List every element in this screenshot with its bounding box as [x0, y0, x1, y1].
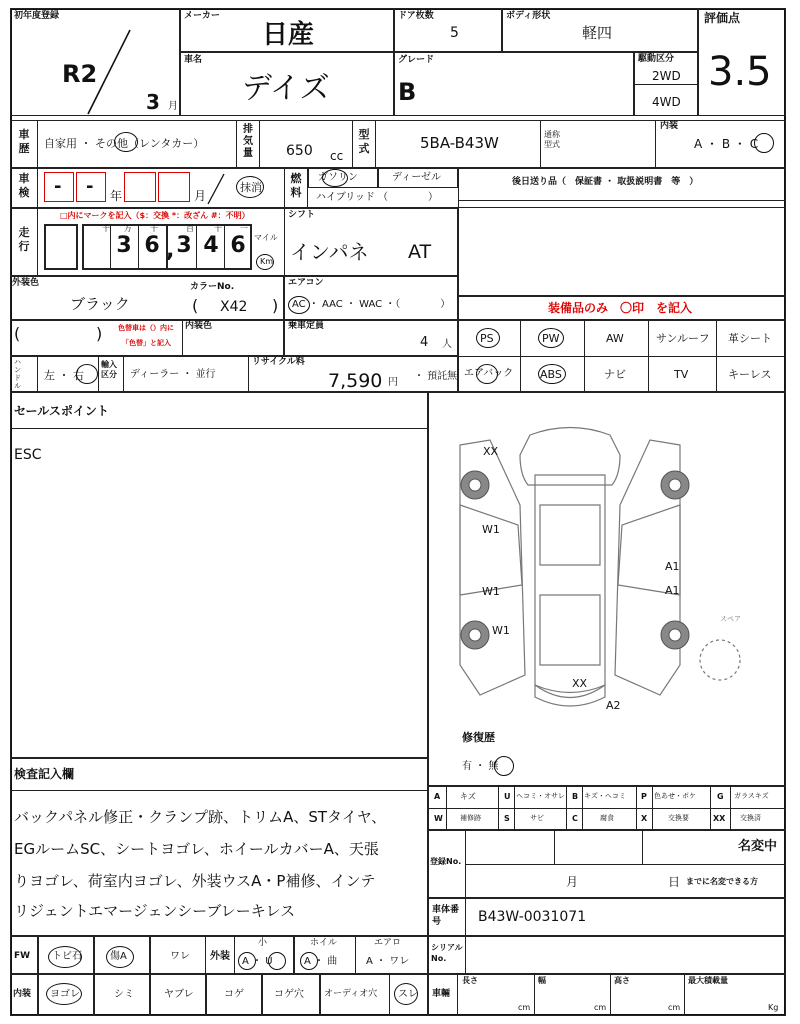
car-name: デイズ: [242, 71, 330, 106]
month-unit: 月: [194, 189, 207, 203]
handle-value: 左 ・ 右: [44, 369, 84, 382]
equip-header: [458, 296, 786, 320]
history-text: 自家用 ・ その他（レンタカー）: [44, 137, 205, 150]
legend-desc: 交換済: [740, 814, 761, 822]
mileage-digit: 3: [176, 233, 192, 258]
repair-value: 有 ・ 無: [462, 761, 499, 772]
circle-mark: [236, 176, 264, 198]
equip-pw: PW: [542, 332, 560, 345]
circle-mark: [288, 296, 310, 314]
aero-label: エアロ: [374, 938, 402, 948]
mark-w1-b: W1: [482, 585, 500, 598]
inspect-month-box-1: [124, 172, 156, 202]
mark-xx-top: XX: [483, 445, 499, 458]
circle-mark: [476, 364, 498, 384]
mileage-note: □内にマークを記入（$：交換 *：改ざん #：不明）: [60, 211, 250, 220]
int-item: シミ: [114, 989, 134, 1000]
diesel: ディーゼル: [392, 172, 441, 183]
equip-navi: ナビ: [604, 368, 626, 381]
first-reg-month: 3: [146, 90, 160, 114]
repair-label: 修復歴: [462, 731, 495, 744]
repaint-note-2: 「色替」と記入: [122, 339, 171, 347]
month-unit: 月: [168, 101, 178, 112]
mileage-digit: 6: [144, 233, 160, 258]
circle-mark: [538, 364, 566, 384]
inspect-month-box-2: [158, 172, 190, 202]
circle-mark: [476, 328, 500, 348]
chassis-label: 車体番号: [432, 905, 460, 927]
unit-label: 十: [102, 224, 110, 233]
fw-item: ワレ: [170, 951, 190, 962]
circle-mark: [238, 952, 256, 970]
sales-text: ESC: [14, 447, 42, 463]
fuel-other: （ ）: [378, 192, 438, 203]
unit-label: 十: [214, 224, 222, 233]
recycle-unit: 円: [388, 377, 398, 388]
score-label: 評価点: [704, 11, 741, 25]
name-change: 名変中: [738, 839, 778, 854]
capacity-label: 乗車定員: [288, 321, 325, 331]
dash: -: [54, 176, 62, 197]
equip-leather: 革シート: [728, 332, 772, 345]
equip-ps: PS: [480, 332, 494, 345]
legend-desc: 色あせ・ボケ: [654, 792, 696, 800]
inspection-line: リジェントエマージェンシーブレーキレス: [14, 902, 296, 920]
shift: AT: [408, 241, 432, 263]
reg-day: 日: [668, 875, 681, 889]
circle-mark: [538, 328, 564, 348]
int-item: ヤブレ: [164, 989, 194, 1000]
legend-desc: キズ: [460, 792, 476, 801]
legend-code: C: [572, 814, 578, 823]
recycle-label: リサイクル料: [252, 357, 305, 367]
mileage-comma: ,: [166, 238, 175, 263]
first-reg-era: R2: [62, 60, 98, 88]
paren-close: ): [272, 296, 279, 315]
inspection-label: 検査記入欄: [14, 767, 75, 781]
recycle-deposit: ・ 預託無: [414, 371, 458, 382]
interior-grades: A ・ B ・ C: [694, 137, 759, 151]
mileage-digit: 3: [116, 233, 132, 258]
int-item: スレ: [398, 989, 418, 1000]
equip-tv: TV: [674, 368, 689, 381]
reg-label: 登録No.: [430, 857, 462, 866]
ext-color: ブラック: [70, 295, 130, 313]
legend-code: X: [641, 814, 648, 823]
expired: 抹消: [240, 181, 262, 194]
mark-xx-rear: XX: [572, 677, 588, 690]
body: 軽四: [582, 24, 613, 42]
dash: -: [86, 176, 94, 197]
inspection-line: バックパネル修正・クランプ跡、トリムA、STタイヤ、: [14, 808, 387, 826]
reg-deadline: までに名変できる方: [686, 877, 758, 886]
color-code-label: カラーNo.: [190, 282, 235, 292]
history-label: 車歴: [18, 128, 30, 155]
circle-mark: [114, 132, 138, 152]
circle-mark: [300, 952, 318, 970]
drive-label: 駆動区分: [638, 54, 675, 64]
dims-label: 車輛: [432, 989, 451, 999]
shift-label: シフト: [288, 210, 316, 220]
mileage-digit: 4: [203, 233, 219, 258]
legend-code: P: [641, 792, 647, 801]
disp-label: 排気量: [243, 124, 253, 159]
recycle-fee: 7,590: [328, 370, 383, 392]
import-label: 輸入区分: [101, 360, 117, 379]
inspect-label: 車検: [18, 172, 30, 199]
dims-length-label: 長さ: [462, 976, 478, 985]
capacity-unit: 人: [442, 339, 452, 350]
int-item: オーディオ穴: [324, 989, 378, 999]
grade: B: [398, 78, 417, 106]
cm-unit: cm: [594, 1003, 607, 1012]
legend-desc: 腐食: [600, 814, 614, 822]
mileage-digit-box: [44, 224, 78, 270]
circle-mark: [106, 946, 134, 968]
legend-code: W: [434, 814, 443, 823]
unit-label: 万: [124, 224, 132, 233]
ext-color-label: 外装色: [12, 278, 40, 288]
circle-mark: [46, 983, 82, 1005]
import-value: ディーラー ・ 並行: [130, 369, 216, 380]
mark-a1-b: A1: [665, 584, 680, 597]
maker-label: メーカー: [184, 11, 220, 21]
mark-a1-a: A1: [665, 560, 680, 573]
mark-w1-c: W1: [492, 624, 510, 637]
equip-keyless: キーレス: [728, 368, 772, 381]
fw-item: トビ石: [52, 951, 82, 962]
int-item: コゲ: [224, 989, 244, 1000]
paren-close: ): [96, 324, 103, 343]
reg-month: 月: [566, 875, 579, 889]
kg-unit: Kg: [768, 1003, 779, 1012]
slash-mark: [80, 28, 140, 118]
legend-code: S: [504, 814, 510, 823]
mileage-label: 走行: [18, 226, 30, 253]
circle-mark: [268, 952, 286, 970]
capacity: 4: [420, 335, 429, 350]
year-unit: 年: [110, 189, 123, 203]
legend-desc: ガラスキズ: [734, 792, 769, 800]
spare-label: スペア: [720, 615, 741, 623]
circle-mark: [48, 946, 82, 968]
first-reg-label: 初年度登録: [14, 11, 60, 21]
doors-label: ドア枚数: [398, 11, 434, 21]
inspection-line: りヨゴレ、荷室内ヨゴレ、外装ウスA・P補修、インテ: [14, 872, 376, 890]
circle-mark: [256, 254, 274, 270]
name-label: 車名: [184, 55, 203, 65]
unit-label: 百: [186, 224, 194, 233]
chassis-number: B43W-0031071: [478, 909, 587, 925]
int-item: ヨゴレ: [50, 989, 80, 1000]
legend-code: XX: [713, 814, 726, 823]
equip-airbag: エアバック: [464, 368, 514, 379]
displacement: 650: [286, 143, 313, 159]
body-label: ボディ形状: [506, 11, 551, 21]
int-item: コゲ穴: [274, 989, 304, 1000]
legend-code: A: [434, 792, 441, 801]
fw-label: FW: [14, 951, 31, 961]
paren-open: (: [14, 324, 21, 343]
dims-width-label: 幅: [538, 976, 546, 985]
repaint-note-1: 色替車は（）内に: [118, 324, 174, 332]
color-code: X42: [220, 299, 248, 315]
circle-mark: [76, 364, 98, 384]
serial-box: [428, 936, 786, 974]
docs-divider: [458, 200, 786, 201]
dims-load-label: 最大積載量: [688, 976, 728, 985]
legend-desc: 交換要: [668, 814, 689, 822]
mark-a2: A2: [606, 699, 621, 712]
km-unit: Km: [260, 257, 274, 266]
sales-point-box: [10, 392, 428, 758]
cm-unit: cm: [518, 1003, 531, 1012]
equip-label: 装備品のみ 〇印 を記入: [548, 301, 693, 315]
dims-height-label: 高さ: [614, 976, 630, 985]
circle-mark: [754, 133, 774, 153]
model-type: 5BA-B43W: [420, 134, 499, 152]
fw-item: 傷A: [110, 951, 127, 962]
ext-small-value: A ・ U: [242, 956, 273, 967]
hybrid: ハイブリッド: [316, 192, 375, 203]
cm-unit: cm: [668, 1003, 681, 1012]
legend-code: U: [504, 792, 511, 801]
paren-open: (: [192, 296, 199, 315]
maker: 日産: [262, 20, 315, 50]
legend-desc: 補修跡: [460, 814, 481, 822]
slash-mark: [204, 172, 228, 206]
car-diagram: [440, 415, 760, 715]
serial-label: シリアルNo.: [431, 943, 463, 963]
drive-divider: [634, 84, 698, 85]
interior-label: 内装: [660, 121, 679, 131]
sales-label: セールスポイント: [14, 404, 109, 418]
docs-box: [458, 168, 786, 296]
legend-code: G: [717, 792, 724, 801]
mileage-digit: 6: [230, 233, 246, 258]
legend-desc: キズ・ヘコミ: [584, 792, 626, 800]
ext-label: 外装: [210, 951, 230, 962]
legend-code: B: [572, 792, 579, 801]
mark-w1-a: W1: [482, 523, 500, 536]
gas: ガソリン: [318, 172, 358, 183]
fuel-label: 燃料: [290, 172, 302, 199]
legend-desc: サビ: [530, 814, 544, 822]
wheel-label: ホイル: [310, 938, 338, 948]
inspection-line: EGルームSC、シートヨゴレ、ホイールカバーA、天張: [14, 840, 379, 858]
docs-text: 後日送り品（ 保証書 ・ 取扱説明書 等 ）: [512, 177, 699, 187]
circle-mark: [494, 756, 514, 776]
equip-aw: AW: [606, 332, 624, 345]
equip-sunroof: サンルーフ: [656, 332, 710, 345]
int-label: 内装: [13, 989, 32, 999]
dims-box: [428, 974, 786, 1016]
unit-label: 千: [150, 224, 158, 233]
grade-label: グレード: [398, 55, 435, 65]
type-label: 型式: [358, 128, 370, 155]
ext-small-label: 小: [258, 938, 268, 948]
aero-value: A ・ ワレ: [366, 956, 410, 967]
handle-label: ハンドル: [14, 358, 21, 390]
wheel-value: A ・ 曲: [304, 956, 338, 967]
ac-options: AC ・ AAC ・ WAC ・（ ）: [292, 299, 451, 310]
int-color-label: 内装色: [185, 321, 213, 331]
equip-abs: ABS: [540, 368, 562, 381]
unit-label: 一: [240, 224, 248, 233]
circle-mark: [322, 169, 348, 187]
score: 3.5: [708, 49, 772, 95]
drive-2wd: 2WD: [652, 69, 681, 83]
circle-mark: [394, 983, 418, 1005]
drive-4wd: 4WD: [652, 95, 681, 109]
common-type-label: 通称型式: [544, 130, 560, 149]
doors: 5: [450, 25, 459, 41]
legend-desc: ヘコミ・オサレ: [516, 792, 565, 800]
disp-unit: cc: [330, 149, 344, 163]
shift-type: インパネ: [290, 240, 369, 264]
mile-unit: マイル: [254, 233, 278, 242]
ac-label: エアコン: [288, 278, 324, 288]
